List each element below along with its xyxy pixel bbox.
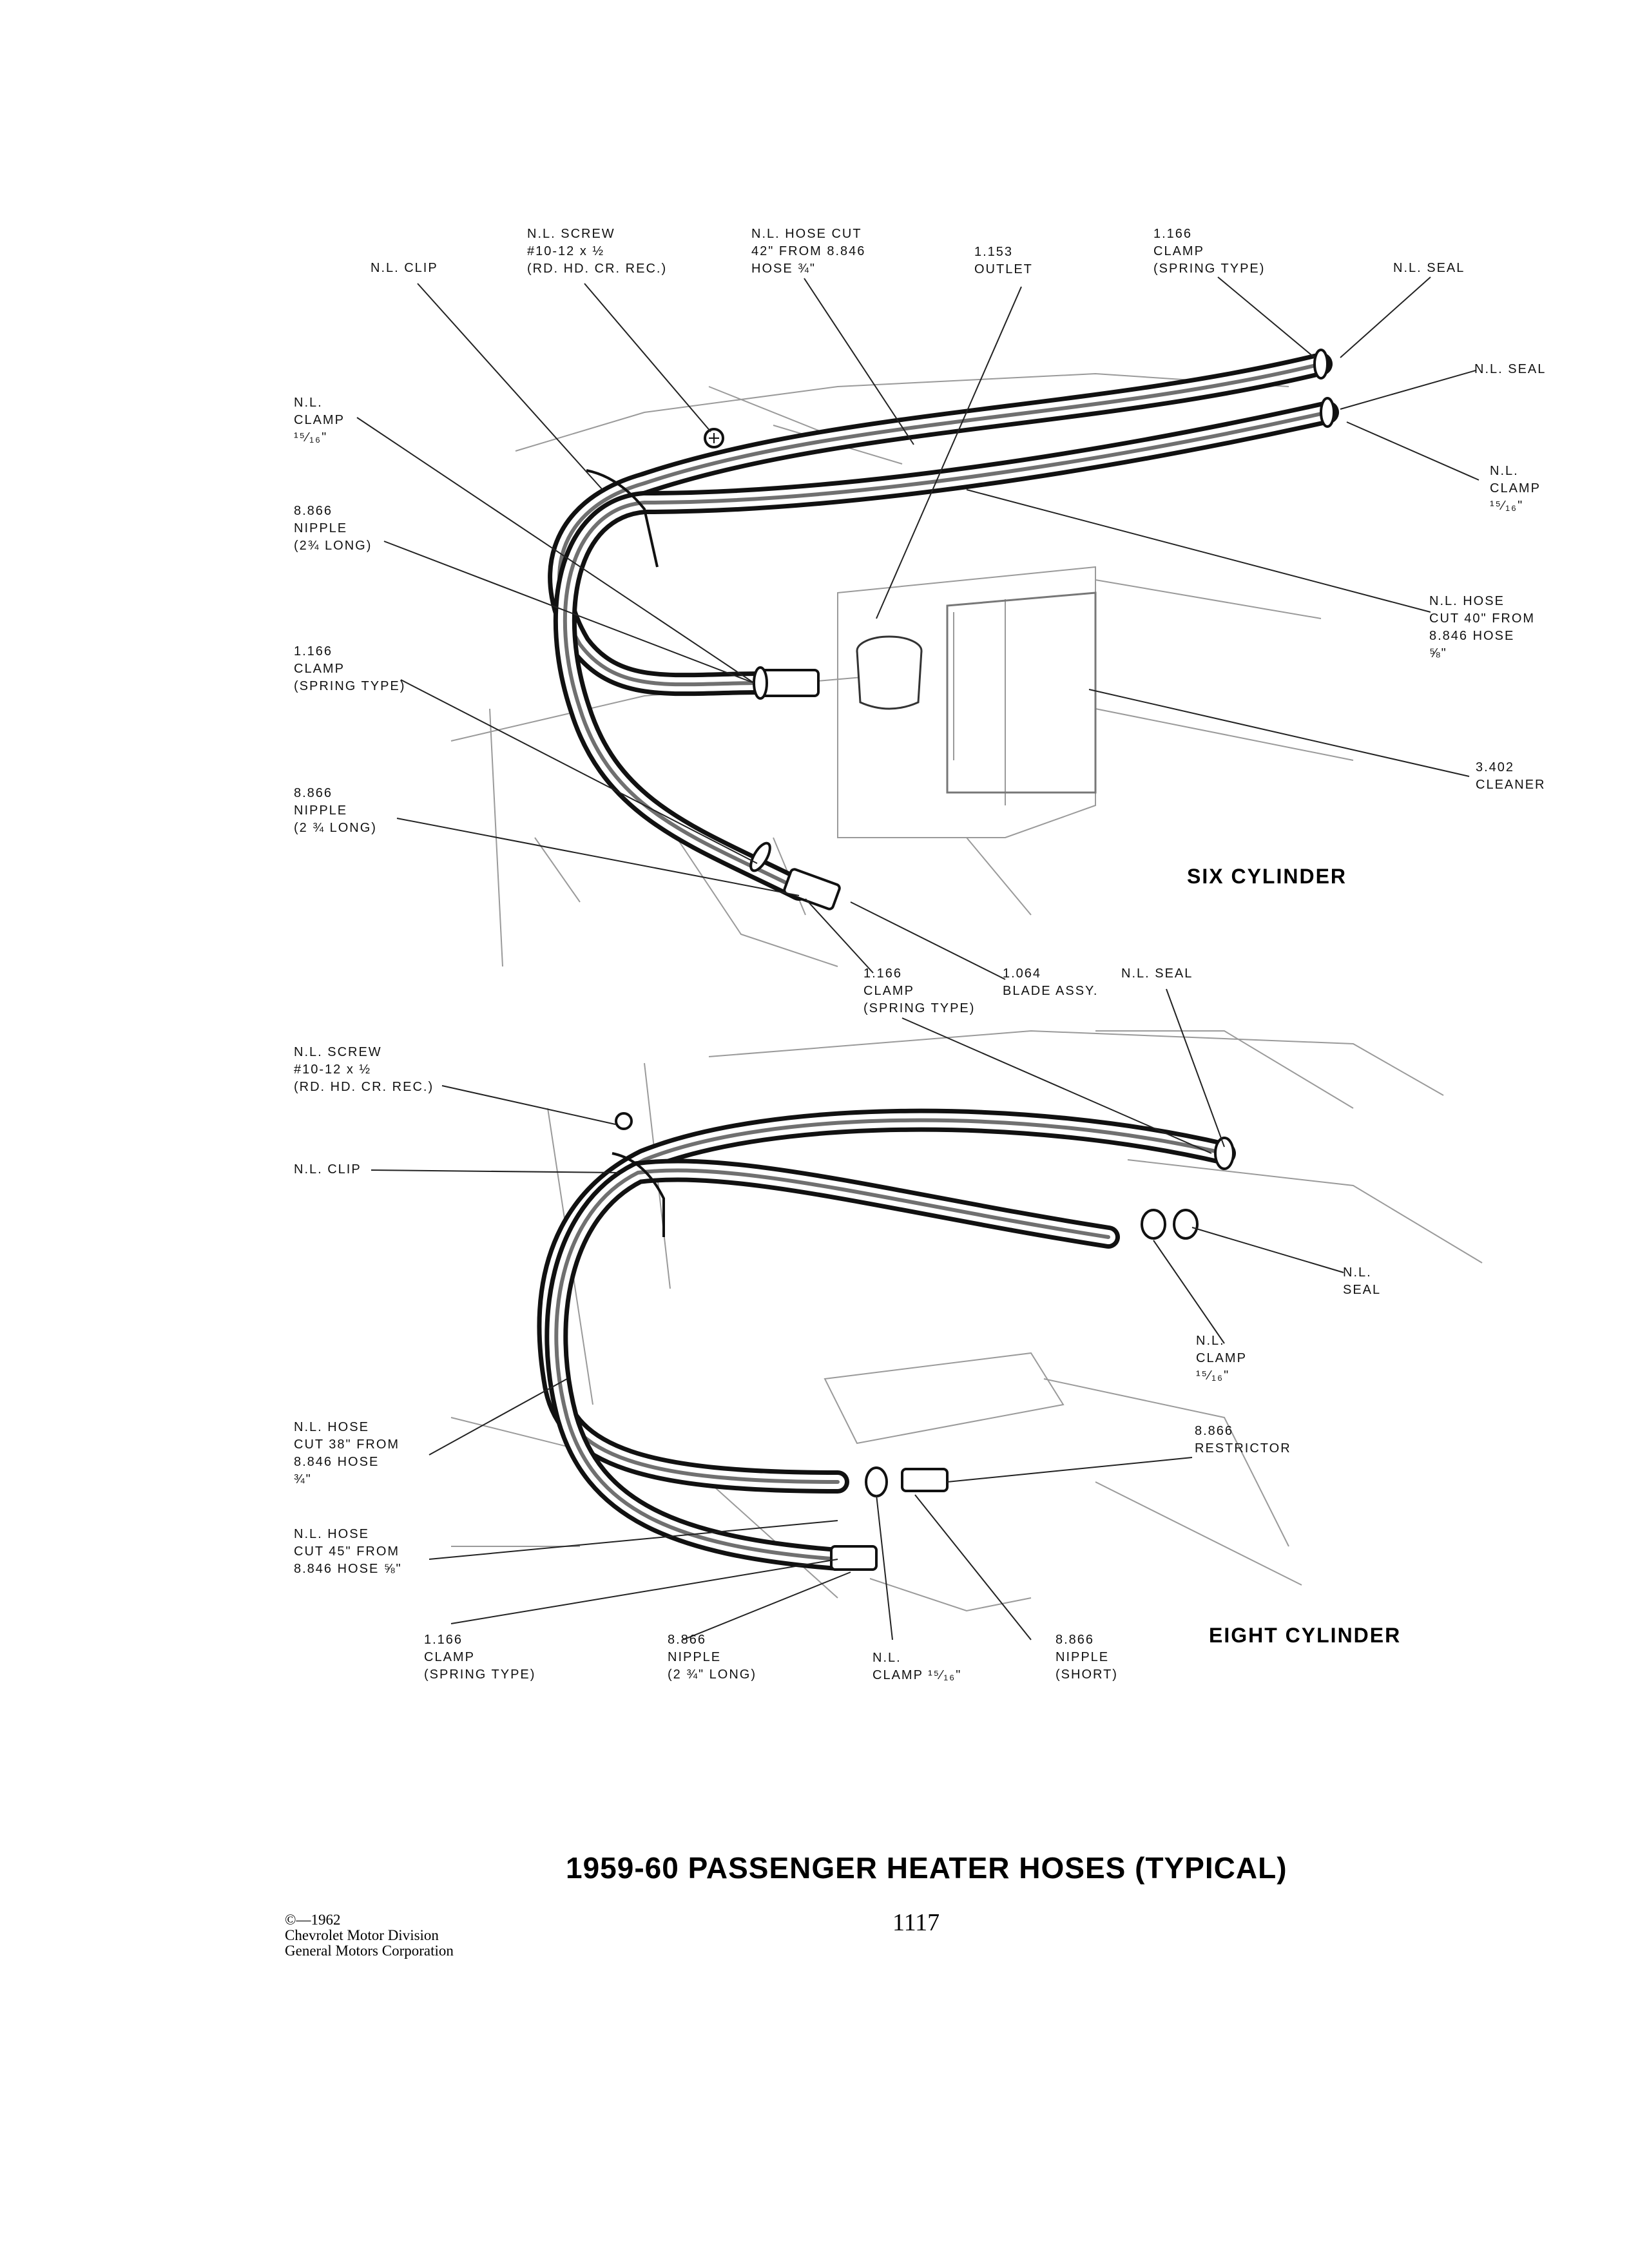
label-eight-hose-cut-38	[294, 1419, 400, 1488]
label-line: 8.866	[1195, 1424, 1234, 1438]
label-line: #10-12 x ½	[527, 244, 605, 258]
label-line: 1.166	[863, 966, 903, 981]
label-line: (SPRING TYPE)	[424, 1667, 536, 1682]
label-eight-clamp-bottom	[872, 1649, 961, 1684]
label-line: HOSE ¾"	[751, 262, 816, 276]
label-six-outlet	[974, 244, 1033, 278]
label-line: (2 ¾" LONG)	[668, 1667, 757, 1682]
label-line: 8.846 HOSE	[1429, 629, 1515, 643]
page-title: 1959-60 PASSENGER HEATER HOSES (TYPICAL)	[566, 1851, 1287, 1885]
label-eight-clamp-spring	[424, 1631, 535, 1684]
label-line: CLEANER	[1476, 778, 1546, 792]
label-six-clamp-spring-top	[1153, 226, 1265, 278]
label-line: NIPPLE	[294, 803, 348, 818]
nipple-upper-fitting	[760, 670, 818, 696]
label-line: (RD. HD. CR. REC.)	[527, 262, 668, 276]
nipple-short-fitting	[902, 1469, 947, 1491]
hoses	[559, 364, 1327, 889]
label-six-seal-right	[1474, 361, 1546, 378]
label-line: 1.153	[974, 245, 1014, 259]
clamp-spring-fitting	[1215, 1138, 1233, 1169]
label-eight-nipple-long	[668, 1631, 757, 1684]
copyright-notice	[285, 1912, 454, 1959]
label-line: N.L. HOSE	[1429, 594, 1505, 608]
label-line: N.L.	[1196, 1334, 1225, 1348]
label-line: N.L.	[872, 1651, 901, 1665]
label-line: RESTRICTOR	[1195, 1441, 1291, 1456]
copyright-line: Chevrolet Motor Division	[285, 1927, 439, 1943]
label-six-clamp-spring-bottom	[863, 965, 975, 1017]
label-line: N.L. SEAL	[1121, 966, 1193, 981]
label-line: NIPPLE	[1055, 1650, 1110, 1664]
label-six-clamp-right	[1490, 463, 1541, 515]
label-line: 42" FROM 8.846	[751, 244, 866, 258]
hoses	[548, 1120, 1224, 1559]
seal-right-fitting	[1174, 1210, 1197, 1238]
screw-head	[616, 1113, 631, 1129]
label-line: ¾"	[294, 1472, 312, 1486]
label-line: N.L. HOSE	[294, 1420, 369, 1434]
label-eight-screw	[294, 1044, 434, 1096]
label-line: N.L. HOSE CUT	[751, 227, 862, 241]
label-line: N.L. CLIP	[371, 261, 438, 275]
label-line: OUTLET	[974, 262, 1033, 276]
label-line: BLADE ASSY.	[1003, 984, 1099, 998]
label-six-hose-cut-42	[751, 226, 865, 278]
label-line: (SPRING TYPE)	[294, 679, 406, 693]
eight-cylinder-illustration	[451, 1031, 1482, 1611]
label-line: (2¾ LONG)	[294, 539, 372, 553]
outlet-and-cleaner	[857, 593, 1095, 793]
label-six-clip	[371, 260, 438, 277]
label-eight-seal-right	[1343, 1264, 1381, 1299]
label-line: NIPPLE	[668, 1650, 722, 1664]
label-line: 1.166	[294, 644, 333, 658]
clamp-bottom-fitting	[866, 1468, 887, 1496]
label-six-seal-bottom	[1121, 965, 1193, 983]
label-line: (RD. HD. CR. REC.)	[294, 1080, 434, 1094]
label-line: N.L.	[1490, 464, 1519, 478]
label-line: SEAL	[1343, 1283, 1382, 1297]
label-line: CUT 40" FROM	[1429, 611, 1536, 626]
label-line: 8.866	[668, 1633, 707, 1647]
label-line: N.L. CLIP	[294, 1162, 361, 1177]
label-line: ⅝"	[1429, 646, 1447, 660]
nipple-long-fitting	[831, 1546, 876, 1570]
six-cylinder-heading: SIX CYLINDER	[1187, 865, 1347, 888]
label-line: N.L. SEAL	[1393, 261, 1465, 275]
page-number: 1117	[892, 1909, 940, 1936]
label-line: N.L.	[294, 396, 323, 410]
label-line: 1.166	[1153, 227, 1193, 241]
label-line: CLAMP	[294, 413, 345, 427]
label-six-cleaner	[1476, 759, 1545, 794]
label-six-clamp-left	[294, 394, 345, 447]
label-six-blade	[1003, 965, 1098, 1000]
label-line: CLAMP	[294, 662, 345, 676]
label-line: CLAMP	[1153, 244, 1204, 258]
label-line: N.L. SCREW	[527, 227, 615, 241]
label-line: N.L. HOSE	[294, 1527, 369, 1541]
label-eight-clip	[294, 1161, 361, 1178]
label-line: CUT 45" FROM	[294, 1544, 400, 1559]
label-six-screw	[527, 226, 667, 278]
label-six-nipple-lower	[294, 785, 377, 837]
label-line: 1.064	[1003, 966, 1042, 981]
label-six-nipple-upper	[294, 503, 372, 555]
seal-right-fitting	[1321, 398, 1334, 427]
label-eight-nipple-short	[1055, 1631, 1118, 1684]
copyright-line: ©—1962	[285, 1912, 341, 1928]
copyright-line: General Motors Corporation	[285, 1943, 454, 1959]
label-eight-hose-cut-45	[294, 1526, 402, 1578]
label-line: #10-12 x ½	[294, 1062, 372, 1077]
label-line: 3.402	[1476, 760, 1515, 774]
label-line: CLAMP ¹⁵⁄₁₆"	[872, 1668, 962, 1682]
label-line: CLAMP	[1490, 481, 1541, 495]
label-line: N.L. SEAL	[1474, 362, 1547, 376]
label-eight-clamp-right	[1196, 1332, 1247, 1385]
label-six-clamp-spring-left	[294, 643, 405, 695]
label-line: N.L.	[1343, 1265, 1372, 1280]
label-line: CLAMP	[1196, 1351, 1247, 1365]
label-line: 1.166	[424, 1633, 463, 1647]
label-line: 8.866	[294, 786, 333, 800]
nipple-lower-fitting	[784, 869, 841, 910]
label-line: ¹⁵⁄₁₆"	[1490, 499, 1524, 513]
label-line: 8.866	[1055, 1633, 1095, 1647]
clamp-upper-fitting	[754, 668, 767, 698]
label-line: ¹⁵⁄₁₆"	[294, 430, 328, 445]
label-line: NIPPLE	[294, 521, 348, 535]
label-line: 8.866	[294, 504, 333, 518]
label-line: (SPRING TYPE)	[1153, 262, 1266, 276]
label-line: (2 ¾ LONG)	[294, 821, 377, 835]
clamp-right-fitting	[1142, 1210, 1165, 1238]
label-line: 8.846 HOSE	[294, 1455, 380, 1469]
label-six-hose-cut-40	[1429, 593, 1535, 662]
seal-top-fitting	[1315, 350, 1327, 378]
label-eight-restrictor	[1195, 1423, 1291, 1457]
label-line: ¹⁵⁄₁₆"	[1196, 1369, 1230, 1383]
label-line: (SHORT)	[1055, 1667, 1118, 1682]
label-line: N.L. SCREW	[294, 1045, 382, 1059]
label-line: CLAMP	[424, 1650, 475, 1664]
label-line: CUT 38" FROM	[294, 1437, 400, 1452]
label-line: 8.846 HOSE ⅝"	[294, 1562, 402, 1576]
label-line: CLAMP	[863, 984, 914, 998]
eight-cylinder-heading: EIGHT CYLINDER	[1209, 1624, 1402, 1647]
label-six-seal-top	[1393, 260, 1465, 277]
label-line: (SPRING TYPE)	[863, 1001, 976, 1015]
